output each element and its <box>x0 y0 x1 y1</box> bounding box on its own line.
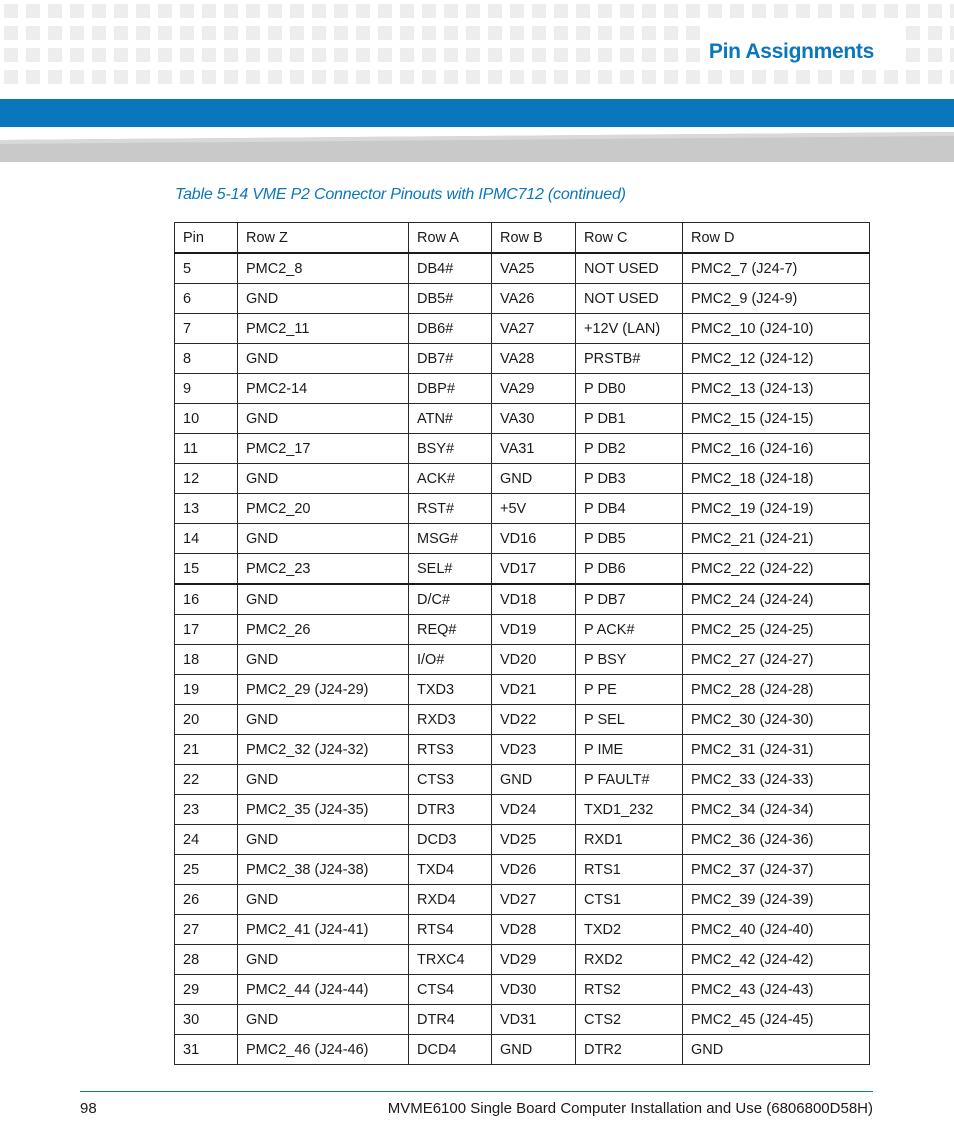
table-cell: GND <box>238 765 409 795</box>
table-cell: PMC2_19 (J24-19) <box>683 494 870 524</box>
table-cell: GND <box>238 524 409 554</box>
table-cell: VA28 <box>492 344 576 374</box>
table-cell: PMC2_29 (J24-29) <box>238 675 409 705</box>
table-row <box>175 735 870 765</box>
table-cell: DBP# <box>409 374 492 404</box>
table-cell: PMC2_13 (J24-13) <box>683 374 870 404</box>
table-cell: DCD3 <box>409 825 492 855</box>
table-cell: MSG# <box>409 524 492 554</box>
table-cell: GND <box>238 344 409 374</box>
table-cell: 15 <box>175 554 238 585</box>
table-cell: RXD2 <box>576 945 683 975</box>
table-cell: PMC2_32 (J24-32) <box>238 735 409 765</box>
table-cell: 14 <box>175 524 238 554</box>
table-row <box>175 705 870 735</box>
table-cell: 19 <box>175 675 238 705</box>
table-cell: PMC2_12 (J24-12) <box>683 344 870 374</box>
table-cell: 9 <box>175 374 238 404</box>
table-cell: PMC2_44 (J24-44) <box>238 975 409 1005</box>
table-cell: PMC2_46 (J24-46) <box>238 1035 409 1065</box>
table-cell: P DB3 <box>576 464 683 494</box>
table-cell: 26 <box>175 885 238 915</box>
table-cell: PMC2_35 (J24-35) <box>238 795 409 825</box>
table-cell: RXD1 <box>576 825 683 855</box>
table-row <box>175 1005 870 1035</box>
table-cell: P ACK# <box>576 615 683 645</box>
table-cell: BSY# <box>409 434 492 464</box>
table-cell: 21 <box>175 735 238 765</box>
table-cell: VA29 <box>492 374 576 404</box>
table-cell: PMC2_7 (J24-7) <box>683 253 870 284</box>
table-cell: VD17 <box>492 554 576 585</box>
table-cell: 17 <box>175 615 238 645</box>
table-cell: PMC2_30 (J24-30) <box>683 705 870 735</box>
table-cell: 12 <box>175 464 238 494</box>
table-row <box>175 825 870 855</box>
table-row <box>175 855 870 885</box>
table-row <box>175 675 870 705</box>
table-cell: GND <box>492 765 576 795</box>
table-cell: VD24 <box>492 795 576 825</box>
table-cell: 16 <box>175 584 238 615</box>
table-cell: GND <box>238 1005 409 1035</box>
table-cell: RTS2 <box>576 975 683 1005</box>
table-cell: VD31 <box>492 1005 576 1035</box>
table-cell: TXD4 <box>409 855 492 885</box>
table-cell: PMC2_42 (J24-42) <box>683 945 870 975</box>
table-cell: PMC2_20 <box>238 494 409 524</box>
table-cell: DTR3 <box>409 795 492 825</box>
table-body <box>175 253 870 1065</box>
column-header: Row C <box>576 223 683 254</box>
table-row <box>175 464 870 494</box>
table-cell: PMC2_15 (J24-15) <box>683 404 870 434</box>
table-cell: D/C# <box>409 584 492 615</box>
table-cell: 18 <box>175 645 238 675</box>
table-cell: GND <box>238 284 409 314</box>
page-section-title: Pin Assignments <box>708 40 874 63</box>
table-cell: DTR4 <box>409 1005 492 1035</box>
table-cell: GND <box>238 825 409 855</box>
table-cell: PMC2_43 (J24-43) <box>683 975 870 1005</box>
table-cell: RXD4 <box>409 885 492 915</box>
column-header: Row B <box>492 223 576 254</box>
table-cell: CTS4 <box>409 975 492 1005</box>
table-cell: P PE <box>576 675 683 705</box>
table-cell: PMC2_23 <box>238 554 409 585</box>
table-cell: VA31 <box>492 434 576 464</box>
table-cell: PMC2_39 (J24-39) <box>683 885 870 915</box>
table-cell: P DB6 <box>576 554 683 585</box>
table-cell: GND <box>683 1035 870 1065</box>
table-cell: 24 <box>175 825 238 855</box>
table-cell: VD27 <box>492 885 576 915</box>
table-cell: 7 <box>175 314 238 344</box>
table-cell: TXD1_232 <box>576 795 683 825</box>
table-cell: GND <box>492 1035 576 1065</box>
table-cell: NOT USED <box>576 284 683 314</box>
column-header: Row Z <box>238 223 409 254</box>
table-cell: PMC2_38 (J24-38) <box>238 855 409 885</box>
table-cell: PMC2_21 (J24-21) <box>683 524 870 554</box>
table-cell: GND <box>238 404 409 434</box>
table-cell: RXD3 <box>409 705 492 735</box>
table-row <box>175 404 870 434</box>
table-cell: SEL# <box>409 554 492 585</box>
table-cell: P SEL <box>576 705 683 735</box>
table-cell: P BSY <box>576 645 683 675</box>
table-cell: RTS4 <box>409 915 492 945</box>
table-row <box>175 915 870 945</box>
table-row <box>175 945 870 975</box>
table-cell: VA27 <box>492 314 576 344</box>
table-cell: PMC2_25 (J24-25) <box>683 615 870 645</box>
table-cell: 25 <box>175 855 238 885</box>
table-cell: VA25 <box>492 253 576 284</box>
table-cell: I/O# <box>409 645 492 675</box>
column-header: Pin <box>175 223 238 254</box>
table-cell: P DB1 <box>576 404 683 434</box>
table-cell: 5 <box>175 253 238 284</box>
header-blue-band <box>0 99 954 127</box>
table-row <box>175 795 870 825</box>
table-row <box>175 494 870 524</box>
table-cell: NOT USED <box>576 253 683 284</box>
table-cell: GND <box>492 464 576 494</box>
table-cell: VA26 <box>492 284 576 314</box>
table-cell: DCD4 <box>409 1035 492 1065</box>
table-cell: VD23 <box>492 735 576 765</box>
table-cell: CTS1 <box>576 885 683 915</box>
table-cell: DB7# <box>409 344 492 374</box>
table-cell: P DB5 <box>576 524 683 554</box>
table-cell: 31 <box>175 1035 238 1065</box>
table-cell: GND <box>238 945 409 975</box>
table-cell: PMC2_22 (J24-22) <box>683 554 870 585</box>
table-row <box>175 284 870 314</box>
page-number: 98 <box>80 1100 97 1117</box>
table-cell: P DB0 <box>576 374 683 404</box>
table-cell: CTS3 <box>409 765 492 795</box>
table-cell: VD18 <box>492 584 576 615</box>
table-cell: VD25 <box>492 825 576 855</box>
table-cell: GND <box>238 645 409 675</box>
table-row <box>175 615 870 645</box>
table-row <box>175 253 870 284</box>
table-cell: 10 <box>175 404 238 434</box>
table-cell: VD22 <box>492 705 576 735</box>
table-cell: PMC2_34 (J24-34) <box>683 795 870 825</box>
table-cell: 8 <box>175 344 238 374</box>
table-cell: P DB4 <box>576 494 683 524</box>
table-cell: VD21 <box>492 675 576 705</box>
table-cell: PMC2_40 (J24-40) <box>683 915 870 945</box>
table-cell: DB4# <box>409 253 492 284</box>
table-cell: VD30 <box>492 975 576 1005</box>
table-row <box>175 374 870 404</box>
table-row <box>175 1035 870 1065</box>
table-cell: PMC2_11 <box>238 314 409 344</box>
table-cell: PMC2_24 (J24-24) <box>683 584 870 615</box>
table-row <box>175 885 870 915</box>
table-cell: PMC2_45 (J24-45) <box>683 1005 870 1035</box>
table-cell: 23 <box>175 795 238 825</box>
table-cell: VD19 <box>492 615 576 645</box>
table-cell: PMC2_17 <box>238 434 409 464</box>
table-cell: TXD3 <box>409 675 492 705</box>
table-cell: GND <box>238 584 409 615</box>
table-row <box>175 645 870 675</box>
table-cell: PMC2_36 (J24-36) <box>683 825 870 855</box>
table-cell: +5V <box>492 494 576 524</box>
table-cell: 20 <box>175 705 238 735</box>
table-cell: RTS3 <box>409 735 492 765</box>
table-cell: GND <box>238 705 409 735</box>
table-cell: VD28 <box>492 915 576 945</box>
table-cell: PMC2_33 (J24-33) <box>683 765 870 795</box>
table-cell: DB5# <box>409 284 492 314</box>
table-cell: VD16 <box>492 524 576 554</box>
table-cell: RTS1 <box>576 855 683 885</box>
table-cell: PMC2_9 (J24-9) <box>683 284 870 314</box>
column-header: Row A <box>409 223 492 254</box>
table-cell: P DB7 <box>576 584 683 615</box>
column-header: Row D <box>683 223 870 254</box>
table-cell: TRXC4 <box>409 945 492 975</box>
table-cell: CTS2 <box>576 1005 683 1035</box>
table-row <box>175 524 870 554</box>
table-cell: PMC2-14 <box>238 374 409 404</box>
table-cell: ACK# <box>409 464 492 494</box>
table-cell: PMC2_27 (J24-27) <box>683 645 870 675</box>
table-cell: 30 <box>175 1005 238 1035</box>
table-cell: PMC2_8 <box>238 253 409 284</box>
table-cell: GND <box>238 885 409 915</box>
header-gray-swoosh <box>0 132 954 162</box>
table-cell: 22 <box>175 765 238 795</box>
table-row <box>175 344 870 374</box>
table-cell: PMC2_31 (J24-31) <box>683 735 870 765</box>
table-cell: ATN# <box>409 404 492 434</box>
table-cell: PRSTB# <box>576 344 683 374</box>
table-row <box>175 975 870 1005</box>
table-cell: 11 <box>175 434 238 464</box>
table-cell: P FAULT# <box>576 765 683 795</box>
table-cell: VD20 <box>492 645 576 675</box>
footer-rule <box>80 1091 873 1092</box>
table-cell: RST# <box>409 494 492 524</box>
table-cell: +12V (LAN) <box>576 314 683 344</box>
table-cell: PMC2_41 (J24-41) <box>238 915 409 945</box>
table-cell: 6 <box>175 284 238 314</box>
table-cell: DB6# <box>409 314 492 344</box>
table-cell: PMC2_26 <box>238 615 409 645</box>
table-cell: 29 <box>175 975 238 1005</box>
table-cell: PMC2_28 (J24-28) <box>683 675 870 705</box>
table-cell: VD26 <box>492 855 576 885</box>
table-cell: TXD2 <box>576 915 683 945</box>
table-cell: VA30 <box>492 404 576 434</box>
table-cell: P IME <box>576 735 683 765</box>
table-cell: VD29 <box>492 945 576 975</box>
table-cell: 13 <box>175 494 238 524</box>
table-cell: 28 <box>175 945 238 975</box>
table-row <box>175 554 870 585</box>
table-cell: DTR2 <box>576 1035 683 1065</box>
table-cell: PMC2_37 (J24-37) <box>683 855 870 885</box>
table-cell: PMC2_18 (J24-18) <box>683 464 870 494</box>
table-caption: Table 5-14 VME P2 Connector Pinouts with IPMC712 (continued) <box>175 186 626 203</box>
table-row <box>175 434 870 464</box>
table-cell: PMC2_16 (J24-16) <box>683 434 870 464</box>
table-cell: P DB2 <box>576 434 683 464</box>
pinout-table <box>174 222 870 1065</box>
table-cell: GND <box>238 464 409 494</box>
table-cell: REQ# <box>409 615 492 645</box>
table-row <box>175 314 870 344</box>
table-cell: PMC2_10 (J24-10) <box>683 314 870 344</box>
table-header-row <box>175 223 870 254</box>
table-row <box>175 765 870 795</box>
table-cell: 27 <box>175 915 238 945</box>
table-row <box>175 584 870 615</box>
document-title: MVME6100 Single Board Computer Installation and Use (6806800D58H) <box>387 1100 873 1117</box>
